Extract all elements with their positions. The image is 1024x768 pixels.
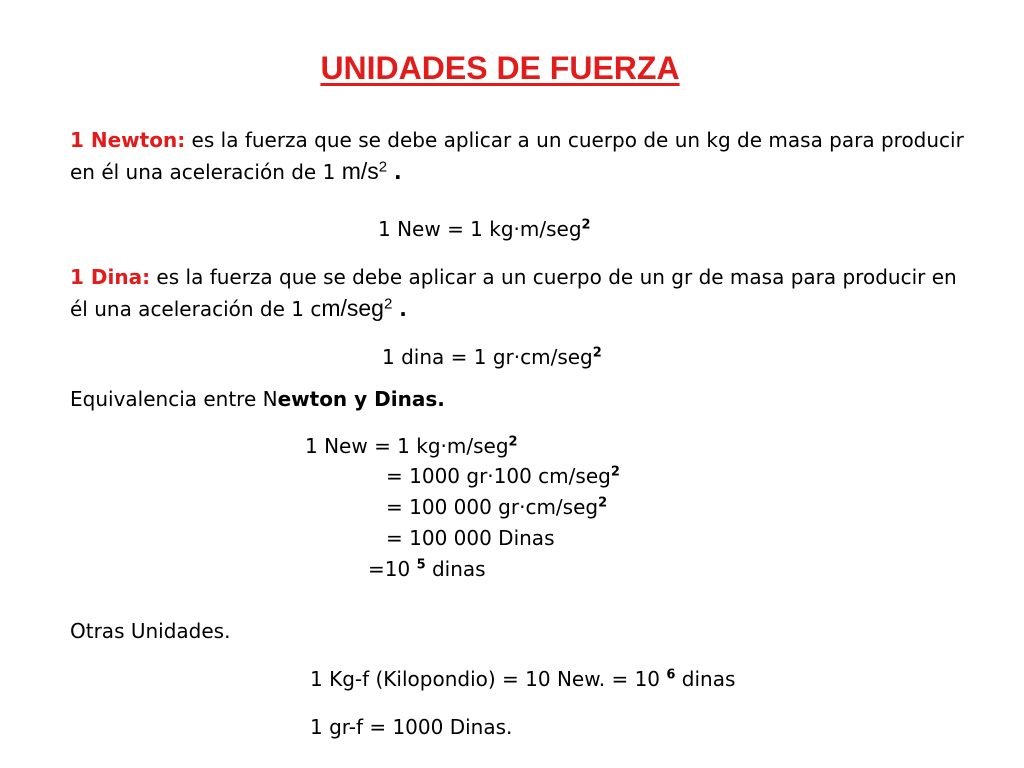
dina-accel-text: él una aceleración de 1 c — [70, 297, 322, 321]
equivalence-line-tail: dinas — [425, 557, 486, 581]
dina-formula-exponent: 2 — [592, 345, 602, 361]
equivalence-line-exponent: 5 — [416, 557, 426, 573]
equivalencia-bold: ewton y Dinas. — [277, 387, 445, 411]
dina-formula-text: 1 dina = 1 gr·cm/seg — [382, 345, 593, 369]
dina-term: 1 Dina: — [70, 265, 151, 289]
dina-accel-exponent: 2 — [383, 295, 393, 313]
kilopondio-exponent: 6 — [666, 667, 676, 683]
equivalence-line — [386, 492, 607, 522]
dina-formula — [382, 342, 602, 372]
newton-formula-text: 1 New = 1 kg·m/seg — [378, 217, 582, 241]
equivalence-line-exponent: 2 — [598, 495, 608, 511]
newton-accel-text: en él una aceleración de 1 — [70, 160, 342, 184]
dina-accel-unit: m/seg — [321, 295, 384, 321]
newton-term: 1 Newton: — [70, 128, 186, 152]
page-title: UNIDADES DE FUERZA — [320, 50, 680, 86]
dina-period: . — [392, 297, 407, 321]
newton-formula-exponent: 2 — [581, 217, 591, 233]
equivalence-line — [305, 431, 518, 461]
equivalence-line-text: =10 — [368, 557, 417, 581]
newton-accel-unit: m/s — [341, 158, 379, 184]
gramo-fuerza-equivalence: 1 gr-f = 1000 Dinas. — [310, 715, 513, 739]
newton-definition-text: es la fuerza que se debe aplicar a un cuerpo de un kg de masa para producir — [185, 128, 964, 152]
equivalence-line-text: = 1000 gr·100 cm/seg — [386, 464, 611, 488]
equivalencia-prefix: Equivalencia entre N — [70, 387, 278, 411]
equivalence-line-exponent: 2 — [610, 464, 620, 480]
newton-definition-line2 — [70, 156, 402, 187]
dina-definition-line1 — [70, 262, 957, 292]
dina-definition-line2 — [70, 293, 407, 324]
kilopondio-equivalence — [310, 664, 735, 694]
newton-period: . — [387, 160, 402, 184]
equivalence-line-exponent: 2 — [508, 434, 518, 450]
kilopondio-tail: dinas — [675, 667, 736, 691]
dina-definition-text: es la fuerza que se debe aplicar a un cuerpo de un gr de masa para producir en — [150, 265, 957, 289]
equivalence-line — [386, 523, 555, 553]
kilopondio-text: 1 Kg-f (Kilopondio) = 10 New. = 10 — [310, 667, 667, 691]
otras-unidades-heading: Otras Unidades. — [70, 619, 231, 643]
equivalence-line-text: = 100 000 Dinas — [386, 526, 555, 550]
newton-accel-exponent: 2 — [378, 158, 388, 176]
equivalence-line-text: = 100 000 gr·cm/seg — [386, 495, 599, 519]
equivalencia-heading — [70, 384, 445, 414]
newton-formula — [378, 214, 591, 244]
equivalence-line — [368, 554, 486, 584]
newton-definition-line1 — [70, 125, 964, 155]
equivalence-line — [386, 461, 620, 491]
equivalence-line-text: 1 New = 1 kg·m/seg — [305, 434, 509, 458]
